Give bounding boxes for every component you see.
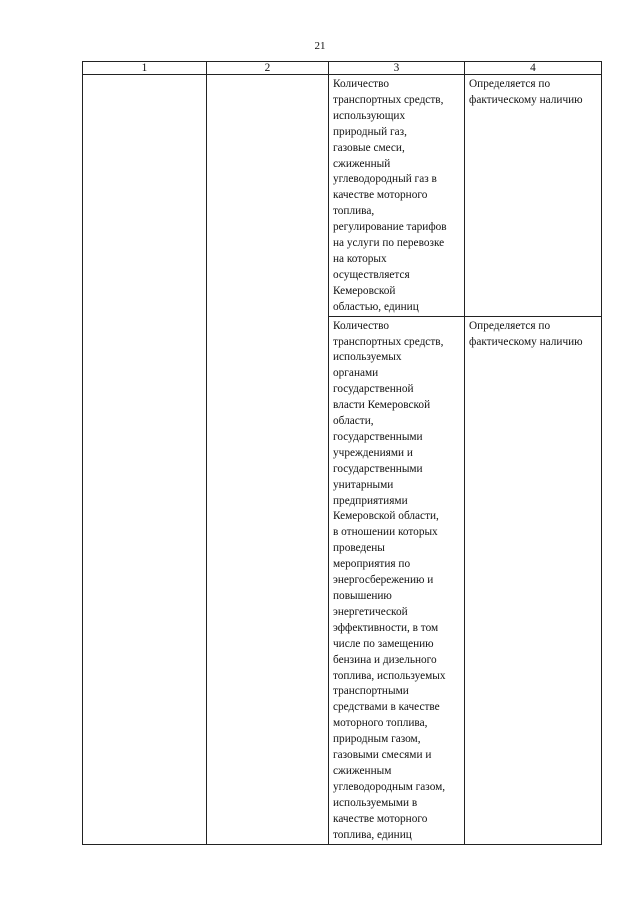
indicator-text: Количество транспортных средств, используемых органами государственной власти Кемеровской области, государственными учреждениями и государственными унитарными предприятиями Кемеровской области, в отношении которых проведены мероприятия по энергосбережению и повышению энергетической эффективности, в том числе по замещению бензина и дизельного топлива, используемых транспортными средствами в качестве моторного топлива, природным газом, газовыми смесями и сжиженным углеводородным газом, используемыми в качестве моторного топлива, единиц [333, 319, 446, 841]
indicators-table [82, 61, 602, 845]
table-cell-method [465, 316, 602, 844]
column-header-3: 3 [329, 62, 465, 75]
method-text: Определяется по фактическому наличию [469, 319, 583, 348]
table-cell-col2 [207, 75, 329, 845]
method-text: Определяется по фактическому наличию [469, 78, 583, 106]
table-row [83, 75, 602, 317]
table-cell-col1 [83, 75, 207, 845]
table-cell-indicator [329, 75, 465, 317]
indicator-text: Количество транспортных средств, использующих природный газ, газовые смеси, сжиженный углеводородный газ в качестве моторного топлива, регулирование тарифов на услуги по перевозке на которых осуществляется Кемеровской областью, единиц [333, 78, 447, 313]
table-cell-method [465, 75, 602, 317]
table-cell-indicator [329, 316, 465, 844]
column-header-1: 1 [83, 62, 207, 75]
page-number: 21 [314, 40, 326, 52]
column-header-4: 4 [465, 62, 602, 75]
column-header-2: 2 [207, 62, 329, 75]
table-header-row [83, 62, 602, 75]
